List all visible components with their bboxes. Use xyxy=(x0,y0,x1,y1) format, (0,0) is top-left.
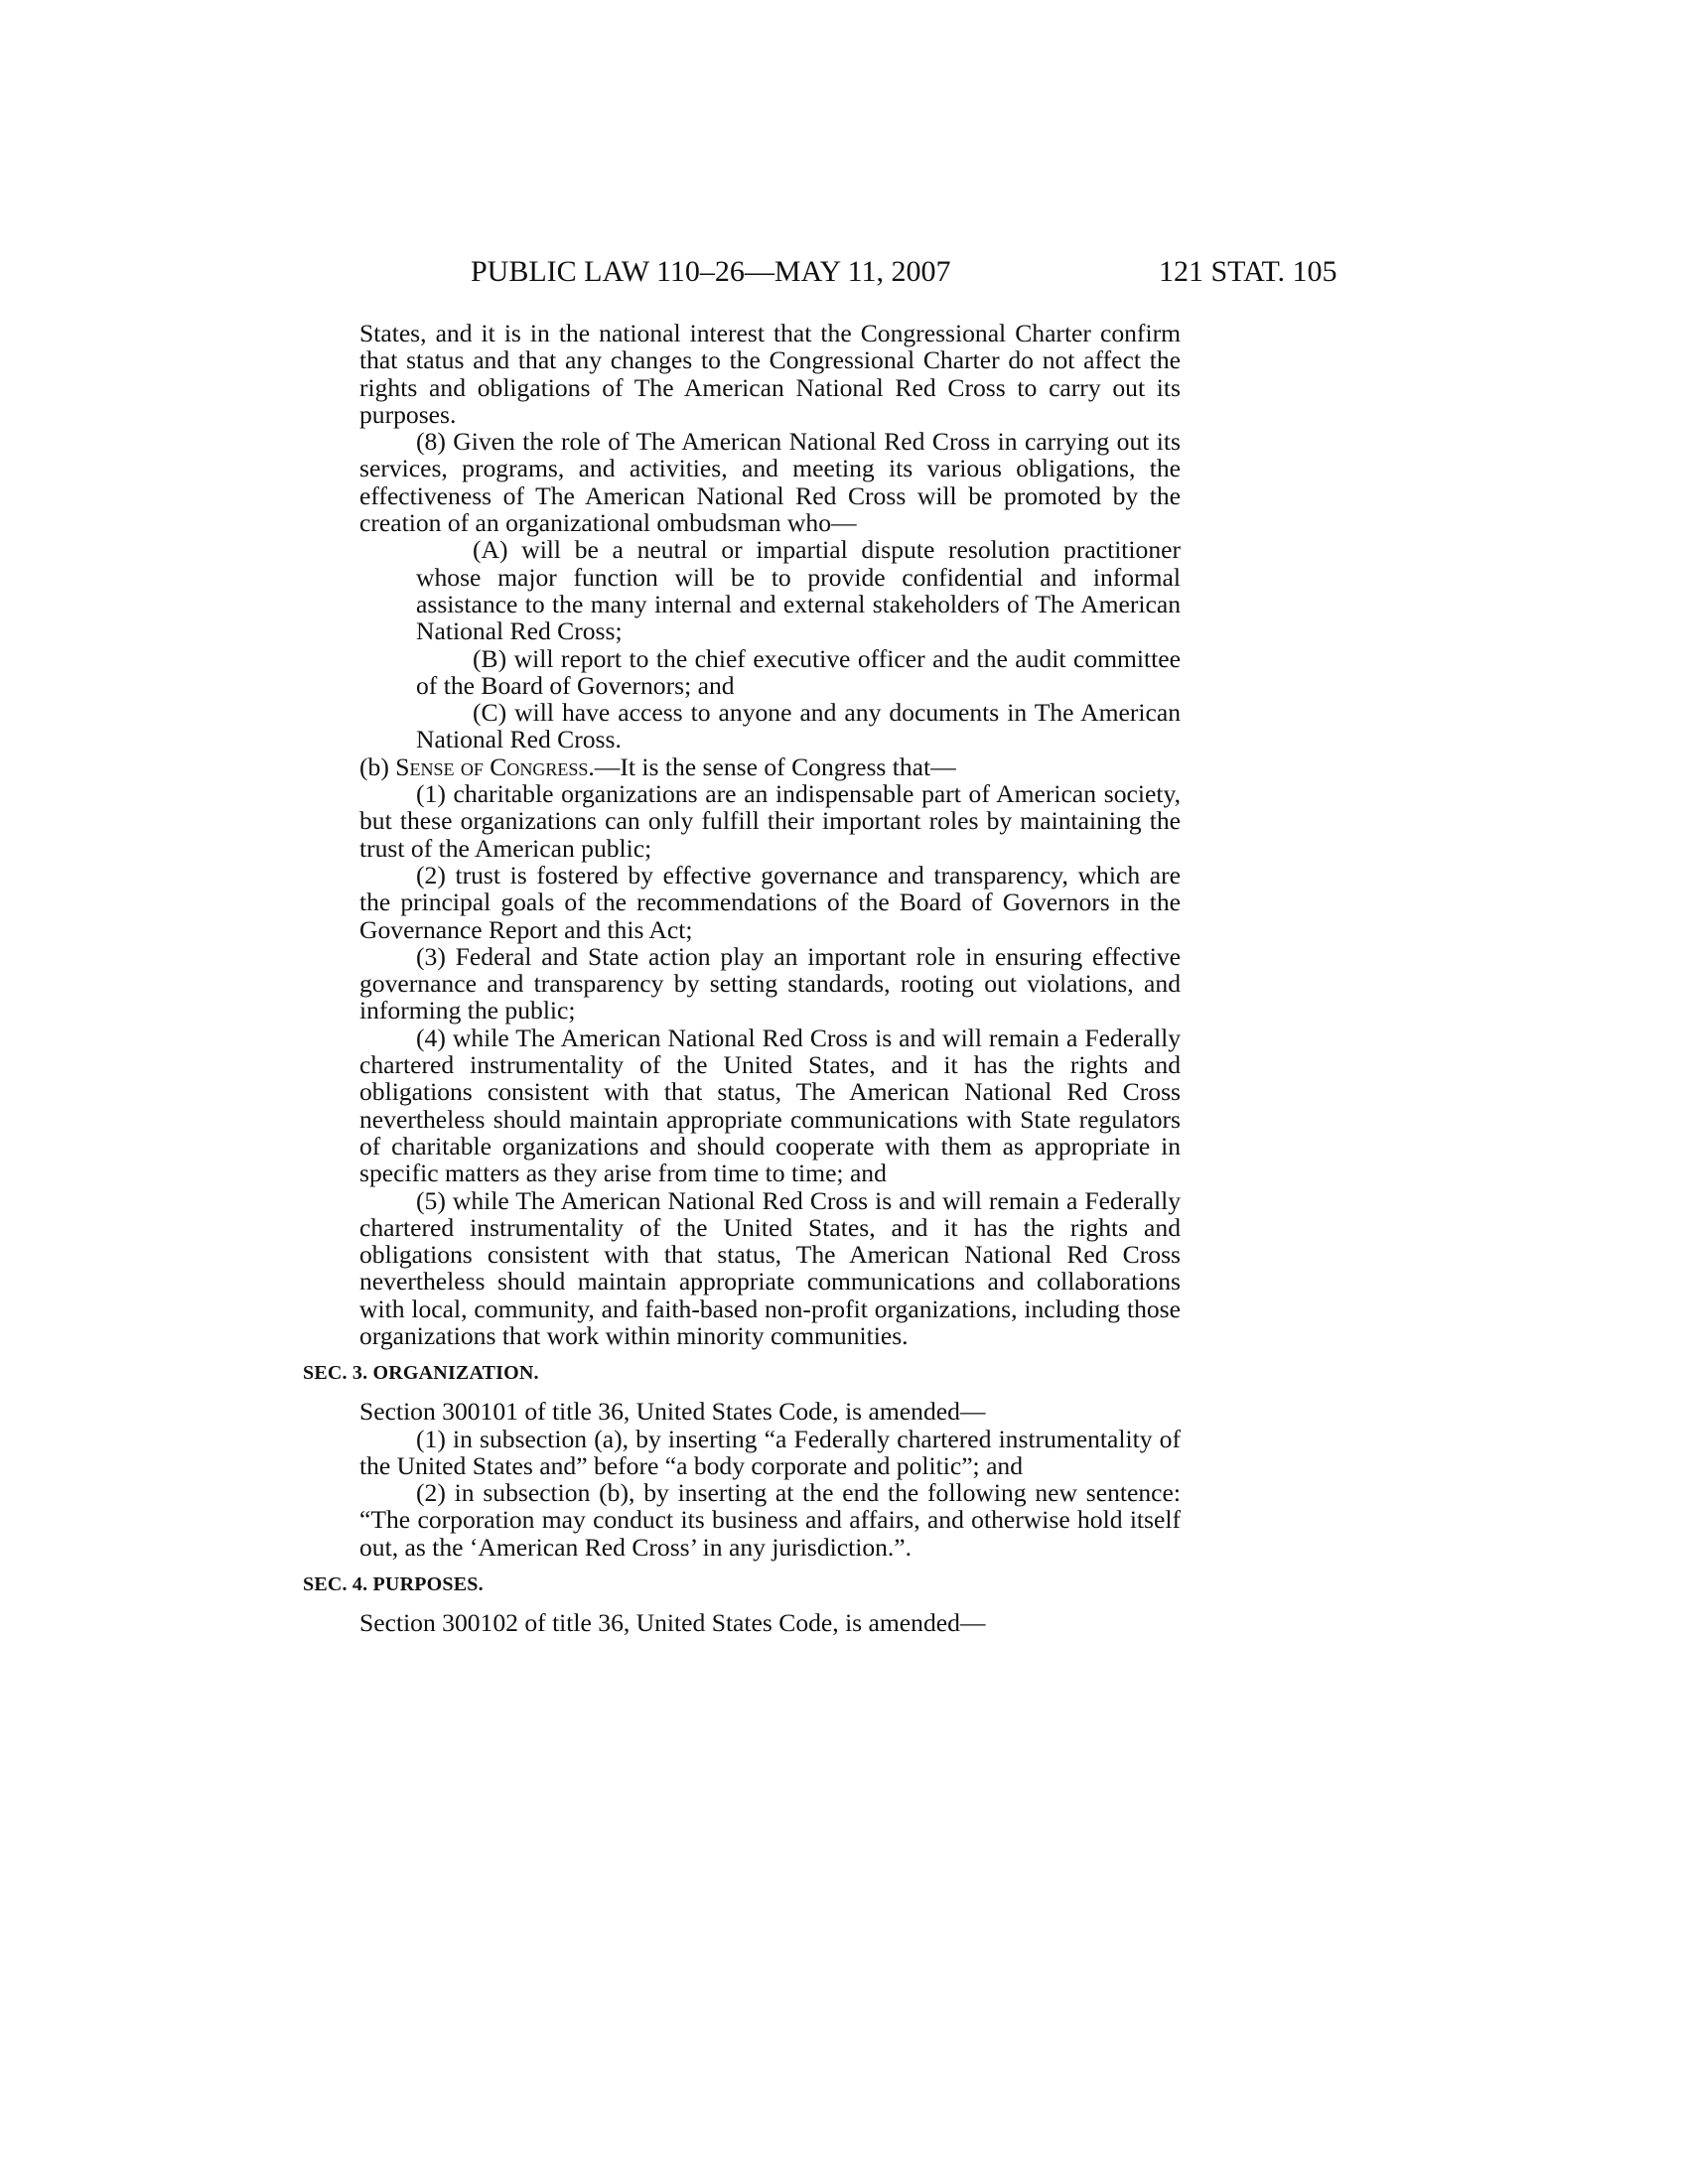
statute-body xyxy=(303,319,1181,1638)
page-header-title: PUBLIC LAW 110–26—MAY 11, 2007 xyxy=(471,255,951,288)
section-4-intro: Section 300102 of title 36, United States Code, is amended— xyxy=(359,1608,986,1638)
paragraph-b-2: (2) trust is fostered by effective governance and transparency, which are the principal goals of the recommendations of the Board of Governors in the Governance Report and this Act; xyxy=(359,860,1181,944)
paragraph-8-b: (B) will report to the chief executive officer and the audit committee of the Board of Governors; and xyxy=(416,643,1181,700)
paragraph-8: (8) Given the role of The American National Red Cross in carrying out its services, programs, and activities, and meeting its various obligations, the effectiveness of The American National Red Cross will be promoted by the creation of an organizational ombudsman who— xyxy=(359,427,1181,538)
paragraph-8-a: (A) will be a neutral or impartial dispute resolution practitioner whose major function will be to provide confidential and informal assistance to the many internal and external stakeholders of The American National Red Cross; xyxy=(416,535,1181,646)
subsection-b-label: (b) xyxy=(359,751,389,781)
running-head xyxy=(0,252,1688,292)
page-stat-number: 121 STAT. 105 xyxy=(1159,255,1337,288)
paragraph-b-3: (3) Federal and State action play an important role in ensuring effective governance and transparency by setting standards, rooting out violations, and informing the public; xyxy=(359,941,1181,1025)
section-3-intro: Section 300101 of title 36, United States Code, is amended— xyxy=(359,1397,986,1427)
subsection-b-text: .—It is the sense of Congress that— xyxy=(588,751,956,781)
section-3-item-1: (1) in subsection (a), by inserting “a Federally chartered instrumentality of the United States and” before “a body corporate and politic”; and xyxy=(359,1424,1181,1480)
paragraph-b-4: (4) while The American National Red Cross is and will remain a Federally chartered instrumentality of the United States, and it has the rights and obligations consistent with that status, The American National Red Cross nevertheless should maintain appropriate communications with State regulators of charitable organizations and should cooperate with them as appropriate in specific matters as they arise from time to time; and xyxy=(359,1023,1181,1188)
subsection-b xyxy=(359,753,1181,780)
paragraph-8-c: (C) will have access to anyone and any documents in The American National Red Cross. xyxy=(416,698,1181,754)
section-3-item-2: (2) in subsection (b), by inserting at the end the following new sentence: “The corporation may conduct its business and affairs, and otherwise hold itself out, as the ‘American Red Cross’ in any jurisdiction.”. xyxy=(359,1478,1181,1562)
subsection-b-heading: Sense of Congress xyxy=(395,751,589,781)
paragraph-b-5: (5) while The American National Red Cross is and will remain a Federally chartered instrumentality of the United States, and it has the rights and obligations consistent with that status, The American National Red Cross nevertheless should maintain appropriate communications and collaborations with local, community, and faith-based non-profit organizations, including those organizations that work within minority communities. xyxy=(359,1185,1181,1350)
paragraph-continuation: States, and it is in the national interest that the Congressional Charter confirm that status and that any changes to the Congressional Charter do not affect the rights and obligations of The American National Red Cross to carry out its purposes. xyxy=(359,319,1181,429)
paragraph-b-1: (1) charitable organizations are an indispensable part of American society, but these organizations can only fulfill their important roles by maintaining the trust of the American public; xyxy=(359,779,1181,863)
section-4-heading: SEC. 4. PURPOSES. xyxy=(303,1573,484,1596)
section-3-heading: SEC. 3. ORGANIZATION. xyxy=(303,1362,539,1385)
